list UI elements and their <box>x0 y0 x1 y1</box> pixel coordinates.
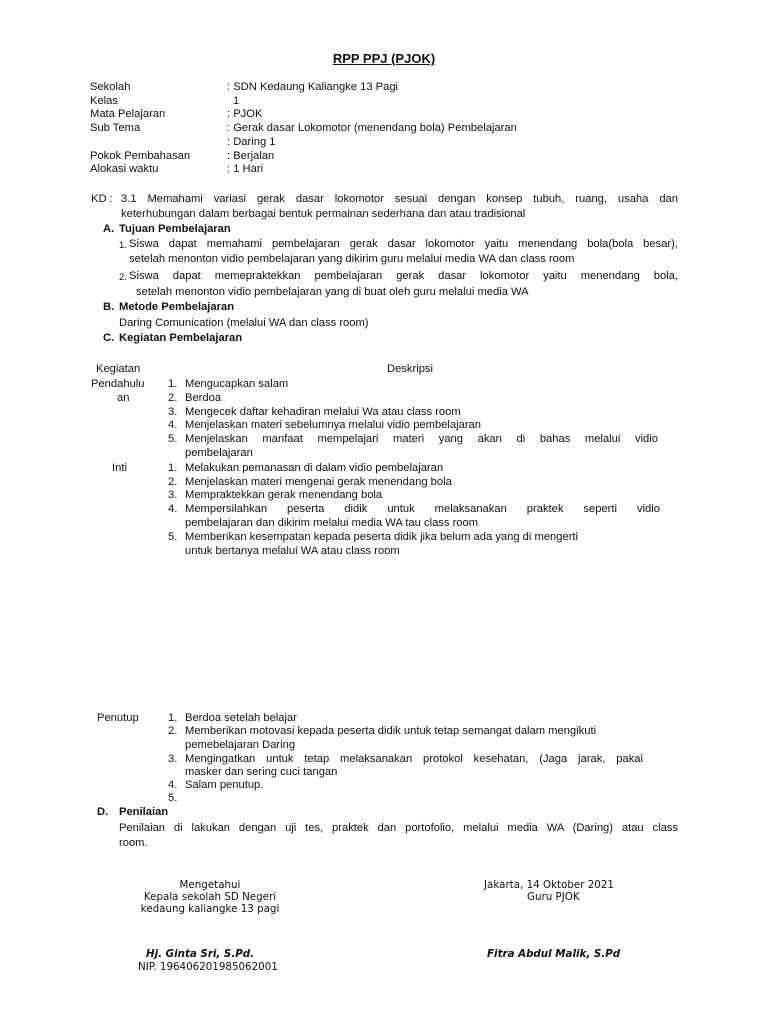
identity-value-topic: : Berjalan <box>227 150 275 162</box>
list-item-cont: pembelajaran <box>185 447 253 459</box>
list-number: 5. <box>168 792 178 804</box>
signature-left-name: Hj. Ginta Sri, S.Pd. <box>146 948 255 960</box>
identity-value-subtheme: : Gerak dasar Lokomotor (menendang bola) Pembelajaran <box>227 122 517 134</box>
list-number: 1. <box>168 462 178 474</box>
section-c-title: Kegiatan Pembelajaran <box>119 332 243 344</box>
section-d-letter: D. <box>97 806 109 818</box>
signature-left-line-2: Kepala sekolah SD Negeri <box>143 891 277 903</box>
section-c-letter: C. <box>103 332 115 344</box>
identity-label-time: Alokasi waktu <box>90 163 159 175</box>
list-number: 3. <box>168 489 178 501</box>
identity-label-subtheme: Sub Tema <box>90 122 141 134</box>
kd-line-2: keterhubungan dalam berbagai bentuk permainan sederhana dan atau tradisional <box>121 208 526 220</box>
section-a-title: Tujuan Pembelajaran <box>119 223 231 235</box>
method-text: Daring Comunication (melalui WA dan class room) <box>119 317 369 329</box>
kd-line-1: 3.1 Memahami variasi gerak dasar lokomotor sesuai dengan konsep tubuh, ruang, usaha dan <box>121 193 678 205</box>
assessment-line-1: Penilaian di lakukan dengan uji tes, praktek dan portofolio, melalui media WA (Daring) atau class <box>119 822 678 834</box>
section-b-letter: B. <box>103 301 115 313</box>
phase-label-pendahuluan: Pendahulu <box>91 378 145 390</box>
list-item: Memberikan motovasi kepada peserta didik untuk tetap semangat dalam mengikuti <box>185 725 597 737</box>
list-item: Berdoa setelah belajar <box>185 712 297 724</box>
list-item: Mengingatkan untuk tetap melaksanakan protokol kesehatan, (Jaga jarak, pakai <box>185 753 643 765</box>
list-number: 4. <box>168 503 178 515</box>
list-number: 2. <box>168 725 178 737</box>
signature-right-role: Guru PJOK <box>527 891 580 903</box>
list-number: 3. <box>168 753 178 765</box>
identity-label-subject: Mata Pelajaran <box>90 108 166 120</box>
identity-label-class: Kelas <box>90 95 118 107</box>
list-item-cont: pemebelajaran Daring <box>185 739 296 751</box>
identity-value-class: 1 <box>233 95 240 107</box>
identity-value-subtheme-cont: : Daring 1 <box>227 136 276 148</box>
goal-2-number: 2. <box>119 272 127 283</box>
identity-value-time: : 1 Hari <box>227 163 264 175</box>
document-title: RPP PPJ (PJOK) <box>332 51 436 66</box>
list-item: Menjelaskan manfaat mempelajari materi yang akan di bahas melalui vidio <box>185 433 658 445</box>
list-item: Mempraktekkan gerak menendang bola <box>185 489 383 501</box>
goal-1-number: 1. <box>119 240 127 251</box>
list-number: 2. <box>168 476 178 488</box>
list-item: Menjelaskan materi sebelumnya melalui vidio pembelajaran <box>185 419 481 431</box>
list-item: Menjelaskan materi mengenai gerak menendang bola <box>185 476 452 488</box>
list-item-cont: pembelajaran dan dikirim melalui media WA tau class room <box>185 517 479 529</box>
kd-prefix: KD : <box>91 193 113 205</box>
list-item: Mengecek daftar kehadiran melalui Wa atau class room <box>185 406 461 418</box>
phase-label-penutup: Penutup <box>97 712 139 724</box>
phase-label-pendahuluan-cont: an <box>117 392 130 404</box>
list-number: 3. <box>168 406 178 418</box>
list-item: Mengucapkan salam <box>185 378 289 390</box>
list-number: 4. <box>168 779 178 791</box>
section-b-title: Metode Pembelajaran <box>119 301 235 313</box>
signature-right-name: Fitra Abdul Malik, S.Pd <box>487 948 621 960</box>
column-header-deskripsi: Deskripsi <box>387 363 434 375</box>
section-d-title: Penilaian <box>119 806 169 818</box>
list-item: Melakukan pemanasan di dalam vidio pembelajaran <box>185 462 444 474</box>
list-item: Memberikan kesempatan kepada peserta didik jika belum ada yang di mengerti <box>185 531 579 543</box>
signature-left-line-1: Mengetahui <box>179 879 241 891</box>
goal-2-line-1: Siswa dapat memepraktekkan pembelajaran gerak dasar lokomotor yaitu menendang bola, <box>129 270 678 282</box>
list-item: Berdoa <box>185 392 222 404</box>
identity-value-school: : SDN Kedaung Kaliangke 13 Pagi <box>227 81 399 93</box>
goal-2-line-2: setelah menonton vidio pembelajaran yang di buat oleh guru melalui media WA <box>136 286 529 298</box>
signature-left-line-3: kedaung kaliangke 13 pagi <box>140 903 280 915</box>
list-item: Salam penutup. <box>185 779 264 791</box>
phase-label-inti: Inti <box>112 462 127 474</box>
section-a-letter: A. <box>103 223 115 235</box>
list-number: 5. <box>168 433 178 445</box>
list-number: 1. <box>168 378 178 390</box>
column-header-kegiatan: Kegiatan <box>96 363 141 375</box>
list-number: 5. <box>168 531 178 543</box>
goal-1-line-1: Siswa dapat memahami pembelajaran gerak dasar lokomotor yaitu menendang bola(bola besar), <box>129 238 678 250</box>
list-number: 2. <box>168 392 178 404</box>
list-item-cont: untuk bertanya melalui WA atau class room <box>185 545 400 557</box>
list-item: Mempersilahkan peserta didik untuk melaksanakan praktek seperti vidio <box>185 503 660 515</box>
identity-label-school: Sekolah <box>90 81 131 93</box>
list-number: 1. <box>168 712 178 724</box>
identity-label-topic: Pokok Pembahasan <box>90 150 191 162</box>
signature-left-nip: NIP. 196406201985062001 <box>138 961 278 973</box>
goal-1-line-2: setelah menonton vidio pembelajaran yang dikirim guru melalui media WA dan class room <box>129 253 575 265</box>
assessment-line-2: room. <box>119 837 148 849</box>
list-item-cont: masker dan sering cuci tangan <box>185 766 338 778</box>
identity-value-subject: : PJOK <box>227 108 263 120</box>
list-number: 4. <box>168 419 178 431</box>
signature-right-date: Jakarta, 14 Oktober 2021 <box>484 879 614 891</box>
